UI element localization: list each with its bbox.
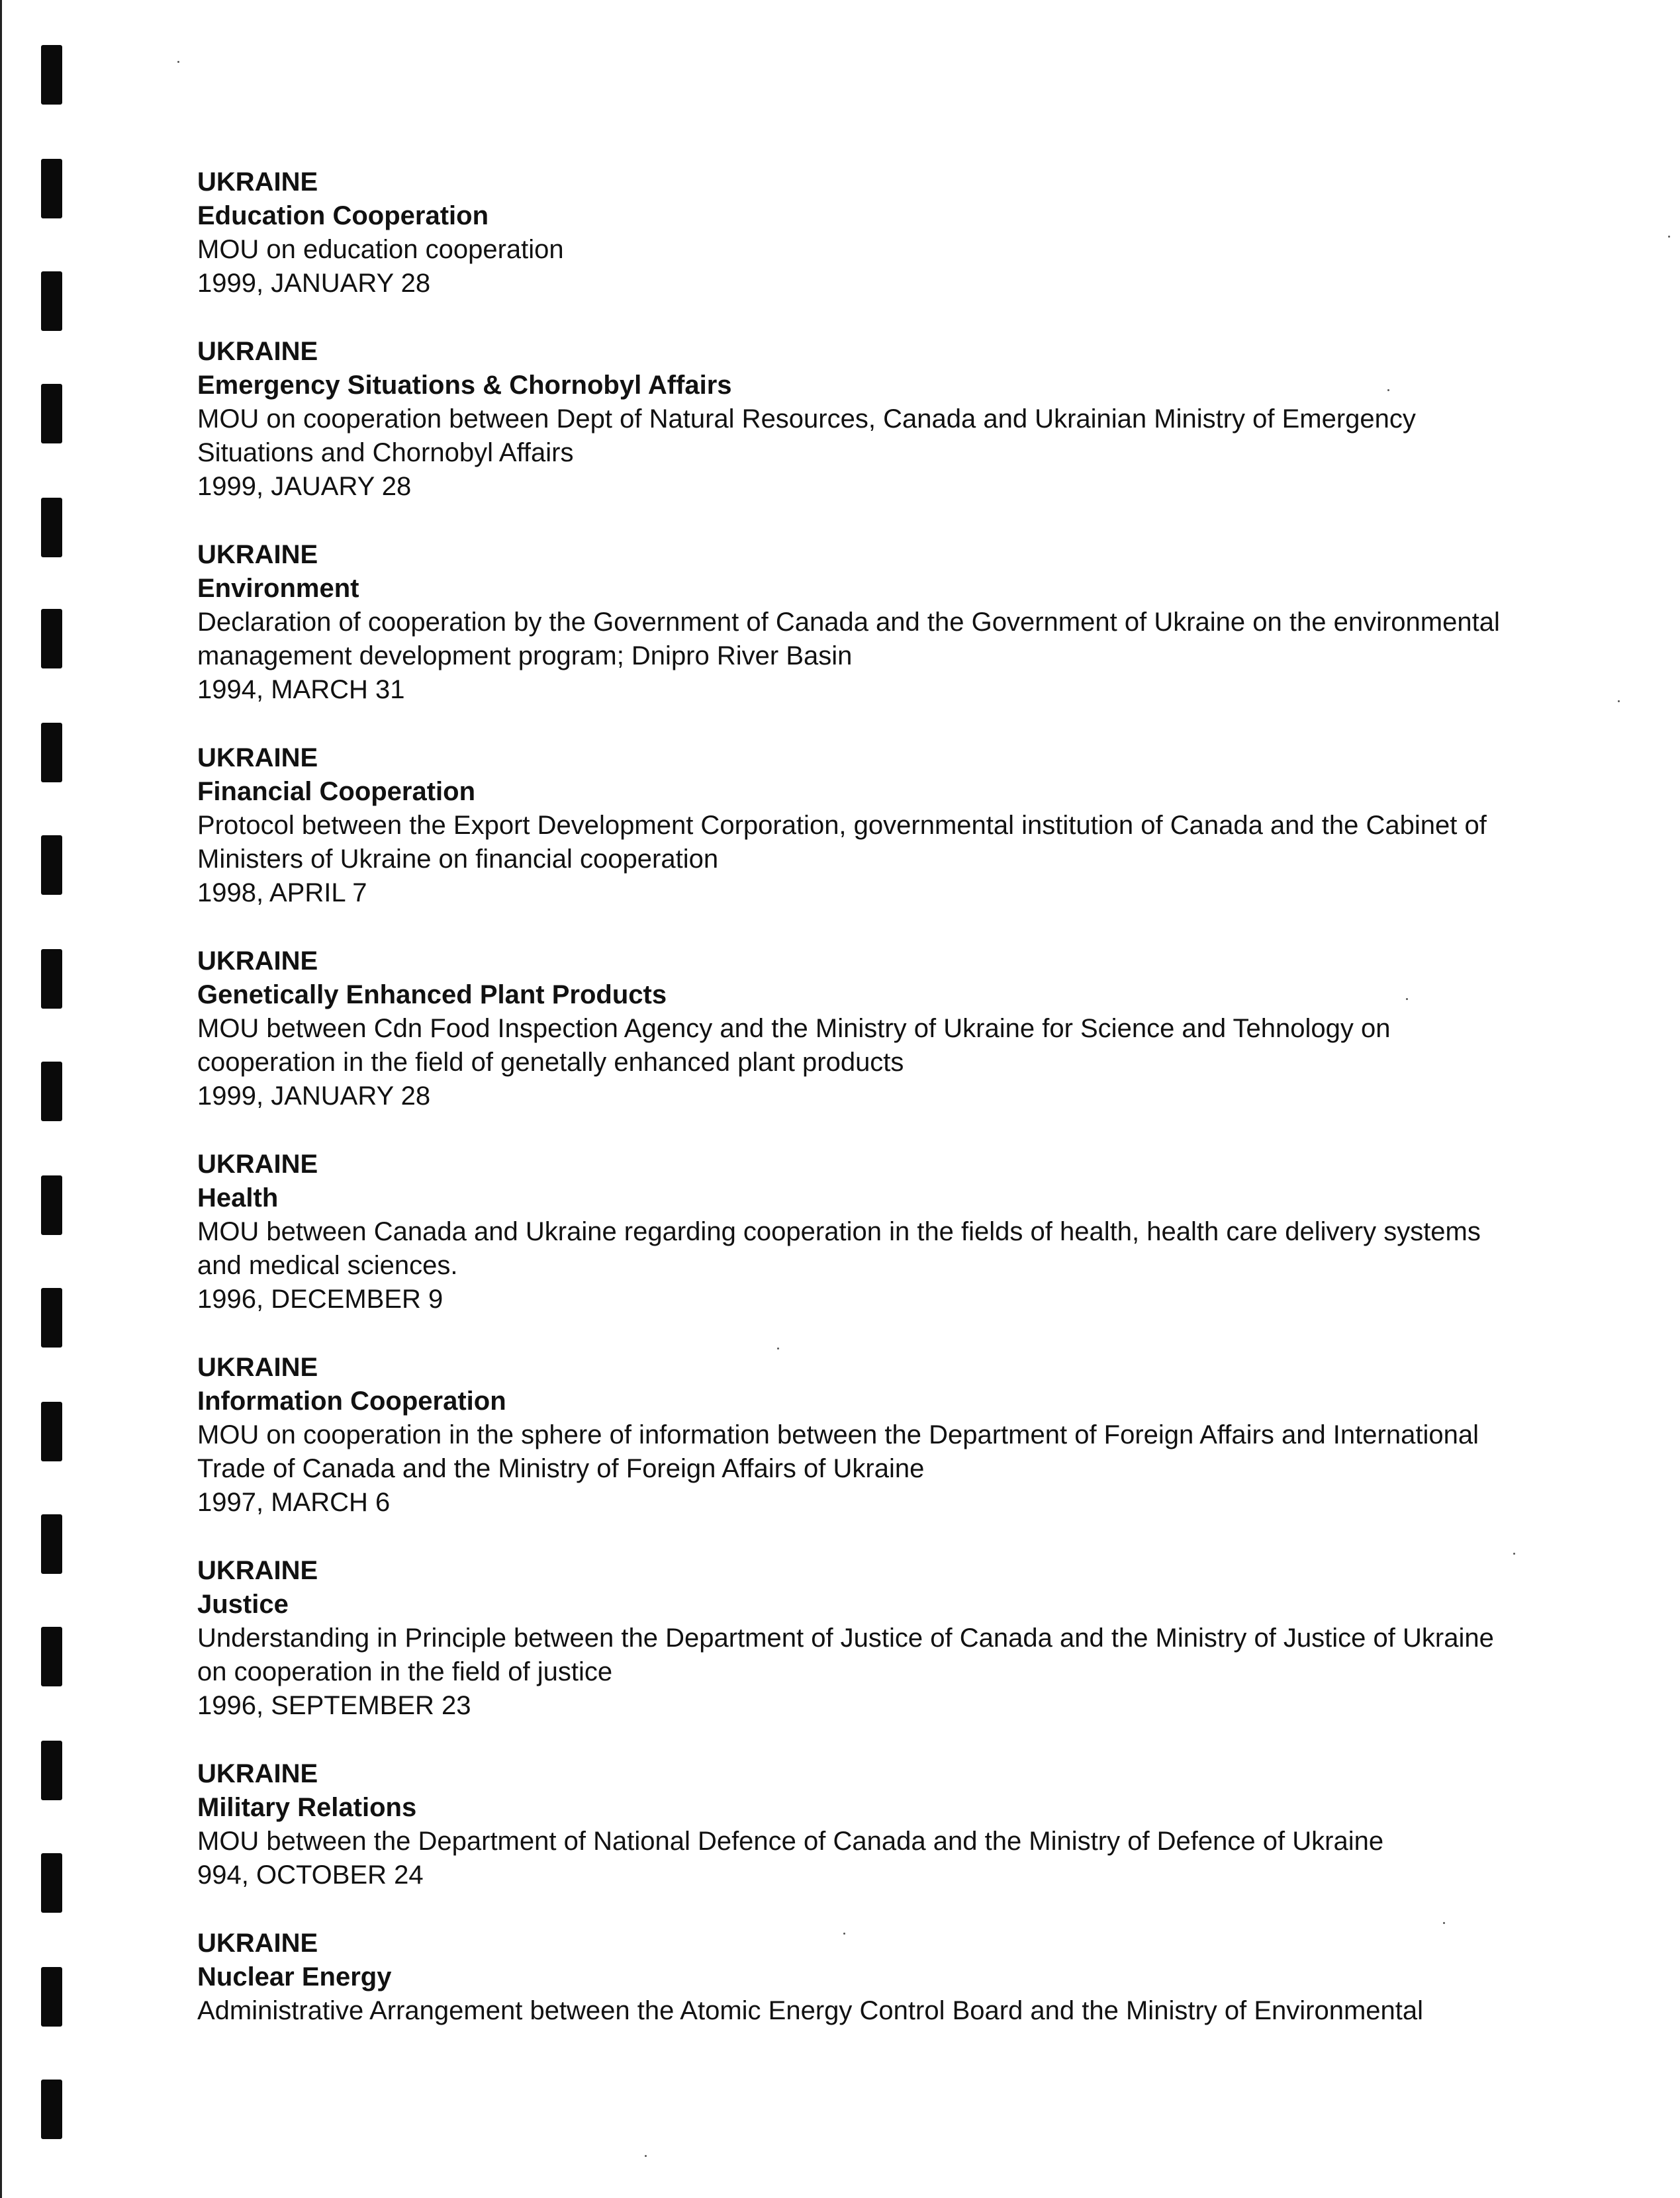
entry-country: UKRAINE xyxy=(197,1556,318,1585)
entry-description: MOU between Canada and Ukraine regarding cooperation in the fields of health, health care delivery systems and medical sciences. xyxy=(197,1217,1481,1280)
agreement-entry xyxy=(197,538,1521,707)
entry-country: UKRAINE xyxy=(197,1150,318,1179)
entry-topic: Justice xyxy=(197,1590,289,1619)
entry-country: UKRAINE xyxy=(197,1759,318,1788)
entry-date: 1994, MARCH 31 xyxy=(197,675,405,704)
agreement-entry xyxy=(197,741,1521,910)
entry-description: MOU on education cooperation xyxy=(197,235,564,264)
agreement-entry xyxy=(197,165,1521,300)
binding-punch-mark xyxy=(41,835,62,895)
entry-date: 1999, JAUARY 28 xyxy=(197,472,412,501)
scan-speck xyxy=(645,2155,647,2157)
binding-punch-mark xyxy=(41,159,62,218)
page-left-edge xyxy=(0,0,2,2198)
entry-date: 994, OCTOBER 24 xyxy=(197,1860,424,1890)
agreement-entry xyxy=(197,335,1521,504)
binding-punch-mark xyxy=(41,1967,62,2027)
entry-country: UKRAINE xyxy=(197,743,318,772)
entry-country: UKRAINE xyxy=(197,946,318,976)
scan-speck xyxy=(1668,236,1670,238)
entry-topic: Education Cooperation xyxy=(197,201,489,230)
entry-country: UKRAINE xyxy=(197,1929,318,1958)
entry-topic: Information Cooperation xyxy=(197,1387,506,1416)
entry-topic: Genetically Enhanced Plant Products xyxy=(197,980,667,1009)
entry-description: MOU between Cdn Food Inspection Agency and the Ministry of Ukraine for Science and Tehnology on cooperation in the field of genetally enhanced plant products xyxy=(197,1014,1391,1077)
entry-description: Declaration of cooperation by the Government of Canada and the Government of Ukraine on the environmental management development program; Dnipro River Basin xyxy=(197,608,1500,670)
entry-date: 1997, MARCH 6 xyxy=(197,1488,391,1517)
binding-punch-mark xyxy=(41,1288,62,1348)
entry-date: 1999, JANUARY 28 xyxy=(197,1081,431,1111)
binding-punch-mark xyxy=(41,1627,62,1686)
entry-topic: Nuclear Energy xyxy=(197,1962,392,1992)
entry-topic: Health xyxy=(197,1183,279,1213)
binding-punch-mark xyxy=(41,498,62,557)
agreement-entry xyxy=(197,1351,1521,1520)
binding-punch-mark xyxy=(41,2080,62,2139)
entry-description: Understanding in Principle between the Department of Justice of Canada and the Ministry of Justice of Ukraine on cooperation in the field of justice xyxy=(197,1624,1494,1686)
binding-punch-mark xyxy=(41,1853,62,1913)
entry-description: MOU on cooperation between Dept of Natural Resources, Canada and Ukrainian Ministry of Emergency Situations and Chornobyl Affairs xyxy=(197,404,1416,467)
binding-punch-mark xyxy=(41,609,62,668)
entry-description: MOU on cooperation in the sphere of information between the Department of Foreign Affairs and International Trade of Canada and the Ministry of Foreign Affairs of Ukraine xyxy=(197,1420,1479,1483)
binding-punch-mark xyxy=(41,271,62,331)
binding-punch-mark xyxy=(41,1175,62,1235)
entry-description: MOU between the Department of National Defence of Canada and the Ministry of Defence of Ukraine xyxy=(197,1827,1384,1856)
entry-date: 1996, DECEMBER 9 xyxy=(197,1285,443,1314)
entry-date: 1999, JANUARY 28 xyxy=(197,269,431,298)
entry-country: UKRAINE xyxy=(197,1353,318,1382)
scan-speck xyxy=(1618,700,1620,702)
binding-punch-mark xyxy=(41,723,62,782)
entry-country: UKRAINE xyxy=(197,337,318,366)
agreement-list xyxy=(197,165,1521,2062)
entry-topic: Environment xyxy=(197,574,359,603)
binding-punch-mark xyxy=(41,1741,62,1800)
binding-punch-mark xyxy=(41,1514,62,1574)
entry-country: UKRAINE xyxy=(197,167,318,197)
entry-topic: Financial Cooperation xyxy=(197,777,476,806)
agreement-entry xyxy=(197,1757,1521,1892)
binding-punch-mark xyxy=(41,1402,62,1461)
agreement-entry xyxy=(197,1554,1521,1723)
entry-description: Protocol between the Export Development Corporation, governmental institution of Canada and the Cabinet of Ministers of Ukraine on financial cooperation xyxy=(197,811,1487,874)
binding-punch-mark xyxy=(41,384,62,443)
entry-date: 1998, APRIL 7 xyxy=(197,878,367,907)
binding-punch-mark xyxy=(41,45,62,105)
entry-country: UKRAINE xyxy=(197,540,318,569)
agreement-entry xyxy=(197,1927,1521,2028)
entry-date: 1996, SEPTEMBER 23 xyxy=(197,1691,471,1720)
scan-speck xyxy=(177,61,179,63)
entry-topic: Emergency Situations & Chornobyl Affairs xyxy=(197,371,732,400)
binding-punch-mark xyxy=(41,949,62,1009)
agreement-entry xyxy=(197,1148,1521,1316)
agreement-entry xyxy=(197,944,1521,1113)
binding-punch-mark xyxy=(41,1062,62,1121)
entry-topic: Military Relations xyxy=(197,1793,417,1822)
entry-description: Administrative Arrangement between the Atomic Energy Control Board and the Ministry of Environmental xyxy=(197,1996,1424,2025)
